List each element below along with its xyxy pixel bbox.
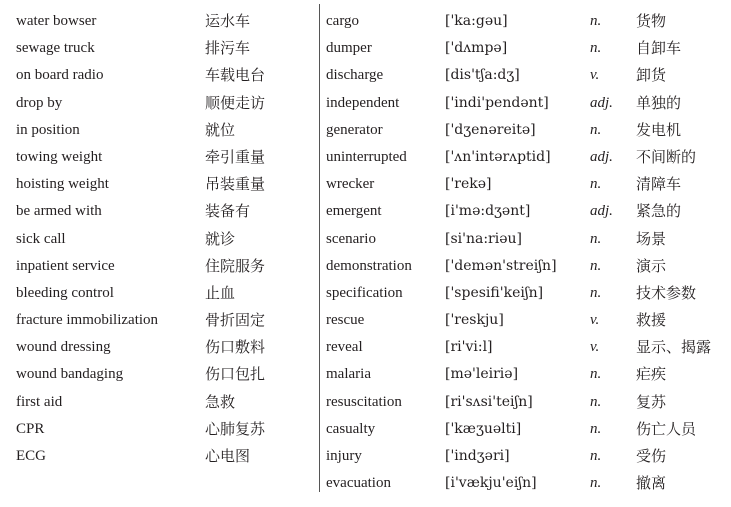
word-english: generator — [326, 121, 383, 138]
word-chinese: 显示、揭露 — [636, 338, 712, 357]
phrase-english: fracture immobilization — [16, 312, 159, 329]
word-chinese: 不间断的 — [636, 147, 697, 166]
word-phonetic: ['indi'pendənt] — [445, 94, 549, 111]
word-row — [326, 416, 726, 443]
word-part-of-speech: n. — [590, 475, 602, 492]
word-english: malaria — [326, 366, 371, 383]
word-row — [326, 253, 726, 280]
word-chinese: 场景 — [636, 229, 667, 248]
word-english: dumper — [326, 40, 372, 57]
phrase-english: inpatient service — [16, 257, 115, 274]
word-english: scenario — [326, 230, 376, 247]
word-english: injury — [326, 448, 362, 464]
word-part-of-speech: n. — [590, 121, 602, 138]
word-row — [326, 226, 726, 253]
word-row — [326, 8, 726, 35]
word-part-of-speech: n. — [590, 284, 602, 301]
word-phonetic: [mə'leiriə] — [445, 366, 519, 383]
word-english: specification — [326, 284, 403, 301]
phrase-chinese: 急救 — [205, 392, 236, 411]
word-row — [326, 389, 726, 416]
word-phonetic: [dis'tʃa:dʒ] — [445, 67, 520, 84]
word-chinese: 伤亡人员 — [636, 419, 697, 438]
word-phonetic: [i'vækju'eiʃn] — [445, 475, 537, 492]
word-row — [326, 117, 726, 144]
word-chinese: 紧急的 — [636, 202, 682, 221]
word-part-of-speech: v. — [590, 67, 600, 84]
word-phonetic: ['indʒəri] — [445, 448, 510, 464]
word-phonetic: ['rekə] — [445, 176, 492, 193]
phrase-chinese: 吊装重量 — [205, 175, 266, 194]
word-row — [326, 35, 726, 62]
word-english: uninterrupted — [326, 148, 407, 165]
phrase-english: ECG — [16, 448, 46, 464]
phrase-row — [16, 90, 316, 117]
phrase-row — [16, 307, 316, 334]
word-phonetic: ['ʌn'intərʌptid] — [445, 148, 551, 165]
phrase-chinese: 就位 — [205, 120, 236, 139]
word-chinese: 撤离 — [636, 474, 667, 493]
word-part-of-speech: v. — [590, 339, 600, 356]
phrase-list — [16, 8, 316, 470]
word-phonetic: ['dʌmpə] — [445, 40, 508, 57]
word-row — [326, 470, 726, 497]
word-english: casualty — [326, 420, 376, 437]
phrase-english: on board radio — [16, 67, 104, 84]
word-phonetic: [ri'vi:l] — [445, 339, 493, 356]
phrase-row — [16, 117, 316, 144]
word-row — [326, 307, 726, 334]
word-chinese: 复苏 — [636, 392, 667, 411]
phrase-row — [16, 389, 316, 416]
word-row — [326, 334, 726, 361]
word-part-of-speech: n. — [590, 393, 602, 410]
word-chinese: 货物 — [636, 12, 667, 30]
word-part-of-speech: adj. — [590, 148, 613, 165]
word-list — [326, 8, 726, 497]
phrase-chinese: 排污车 — [205, 39, 251, 58]
word-row — [326, 280, 726, 307]
word-chinese: 卸货 — [636, 66, 667, 85]
word-phonetic: [ri'sʌsi'teiʃn] — [445, 393, 533, 410]
word-chinese: 疟疾 — [636, 365, 667, 384]
word-row — [326, 361, 726, 388]
word-chinese: 受伤 — [636, 447, 667, 465]
phrase-chinese: 心电图 — [205, 447, 251, 465]
column-divider — [319, 4, 320, 492]
word-chinese: 演示 — [636, 256, 667, 275]
phrase-row — [16, 198, 316, 225]
phrase-chinese: 顺便走访 — [205, 93, 266, 112]
phrase-row — [16, 334, 316, 361]
word-phonetic: ['reskju] — [445, 312, 504, 329]
phrase-chinese: 装备有 — [205, 202, 251, 221]
word-row — [326, 198, 726, 225]
word-english: cargo — [326, 13, 360, 29]
word-chinese: 单独的 — [636, 93, 682, 112]
word-english: rescue — [326, 312, 365, 329]
phrase-chinese: 止血 — [205, 283, 236, 302]
word-row — [326, 144, 726, 171]
phrase-english: sewage truck — [16, 40, 95, 57]
word-part-of-speech: n. — [590, 40, 602, 57]
phrase-chinese: 牵引重量 — [205, 147, 266, 166]
phrase-row — [16, 361, 316, 388]
phrase-english: be armed with — [16, 203, 102, 220]
word-english: independent — [326, 94, 400, 111]
word-chinese: 技术参数 — [636, 283, 697, 302]
phrase-row — [16, 144, 316, 171]
phrase-chinese: 心肺复苏 — [205, 419, 266, 438]
phrase-row — [16, 226, 316, 253]
phrase-english: towing weight — [16, 148, 103, 165]
word-english: wrecker — [326, 176, 375, 193]
word-row — [326, 171, 726, 198]
word-chinese: 清障车 — [636, 175, 682, 194]
word-row — [326, 90, 726, 117]
word-phonetic: [i'mə:dʒənt] — [445, 203, 531, 220]
phrase-english: in position — [16, 121, 80, 138]
word-part-of-speech: n. — [590, 420, 602, 437]
phrase-chinese: 住院服务 — [205, 256, 266, 275]
word-phonetic: [si'na:riəu] — [445, 230, 522, 247]
word-row — [326, 443, 726, 470]
phrase-english: wound bandaging — [16, 366, 124, 383]
phrase-english: wound dressing — [16, 339, 111, 356]
phrase-row — [16, 280, 316, 307]
word-english: evacuation — [326, 475, 391, 492]
word-part-of-speech: n. — [590, 448, 602, 464]
word-part-of-speech: n. — [590, 13, 602, 29]
phrase-chinese: 伤口包扎 — [205, 365, 266, 384]
phrase-english: sick call — [16, 230, 66, 247]
phrase-chinese: 骨折固定 — [205, 311, 266, 330]
word-english: reveal — [326, 339, 363, 356]
word-phonetic: ['dʒenəreitə] — [445, 121, 536, 138]
phrase-row — [16, 416, 316, 443]
word-part-of-speech: adj. — [590, 203, 613, 220]
phrase-row — [16, 171, 316, 198]
word-part-of-speech: n. — [590, 176, 602, 193]
phrase-row — [16, 443, 316, 470]
word-part-of-speech: v. — [590, 312, 600, 329]
word-phonetic: ['spesifi'keiʃn] — [445, 284, 544, 301]
word-phonetic: ['ka:gəu] — [445, 13, 508, 29]
word-english: discharge — [326, 67, 384, 84]
word-chinese: 救援 — [636, 311, 667, 330]
phrase-row — [16, 35, 316, 62]
word-english: emergent — [326, 203, 382, 220]
phrase-english: first aid — [16, 393, 63, 410]
word-english: resuscitation — [326, 393, 402, 410]
word-chinese: 发电机 — [636, 120, 682, 139]
phrase-chinese: 就诊 — [205, 229, 236, 248]
phrase-english: drop by — [16, 94, 63, 111]
word-chinese: 自卸车 — [636, 39, 682, 58]
word-english: demonstration — [326, 257, 412, 274]
phrase-chinese: 车载电台 — [205, 66, 266, 85]
word-part-of-speech: n. — [590, 257, 602, 274]
phrase-chinese: 伤口敷料 — [205, 338, 266, 357]
phrase-chinese: 运水车 — [205, 12, 251, 30]
word-part-of-speech: n. — [590, 366, 602, 383]
word-part-of-speech: n. — [590, 230, 602, 247]
word-row — [326, 62, 726, 89]
phrase-row — [16, 62, 316, 89]
word-part-of-speech: adj. — [590, 94, 613, 111]
phrase-english: bleeding control — [16, 284, 114, 301]
phrase-english: water bowser — [16, 13, 97, 29]
word-phonetic: ['kæʒuəlti] — [445, 420, 522, 437]
phrase-english: hoisting weight — [16, 176, 109, 193]
phrase-row — [16, 253, 316, 280]
phrase-row — [16, 8, 316, 35]
word-phonetic: ['demən'streiʃn] — [445, 257, 557, 274]
phrase-english: CPR — [16, 420, 45, 437]
